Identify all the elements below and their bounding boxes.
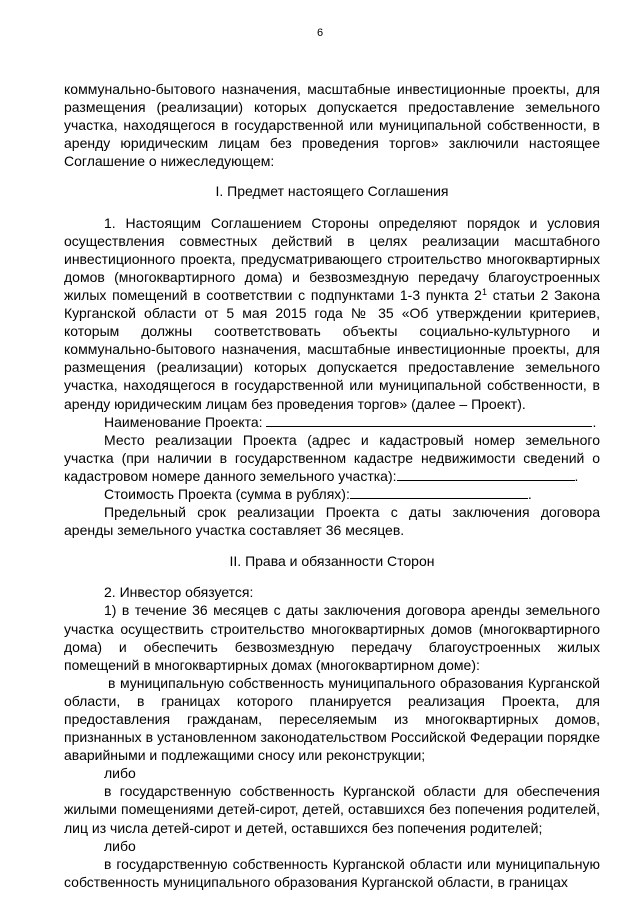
option-municipal-paragraph: в муниципальную собственность муниципального образования Курганской области, в границах которого планируется реализация Проекта, для предоставления гражданам, переселяемым из многоквартирных домов, признанных в установленном законодательством Российской Федерации порядке аварийными и подлежащими сносу или реконструкции; xyxy=(64,674,600,764)
option-orphans-paragraph: в государственную собственность Курганской области для обеспечения жилыми помещениями детей-сирот, детей, оставшихся без попечения родителей, лиц из числа детей-сирот и детей, оставшихся без попечения родителей; xyxy=(64,783,600,836)
project-place-end: . xyxy=(574,467,579,484)
document-body xyxy=(64,80,600,891)
clause-1-text-a: 1. Настоящим Соглашением Стороны определяют порядок и условия осуществления совместных действий в целях реализации масштабного инвестиционного проекта, предусматривающего строительство многоквартирных домов (многоквартирного дома) и безвозмездную передачу благоустроенных жилых помещений в соответствии с подпунктами 1-3 пункта 2 xyxy=(64,214,600,303)
project-name-end: . xyxy=(592,413,597,430)
intro-paragraph: коммунально-бытового назначения, масштабные инвестиционные проекты, для размещения (реализации) которых допускается предоставление земельного участка, находящегося в государственной или муниципальной собственности, в аренду юридическим лицам без проведения торгов» заключили настоящее Соглашение о нижеследующем: xyxy=(64,81,600,170)
project-name-label: Наименование Проекта: xyxy=(104,413,263,430)
project-place-text: Место реализации Проекта (адрес и кадастровый номер земельного участка (при наличии в государственном кадастре недвижимости сведений о кадастровом номере данного земельного участка): xyxy=(64,431,600,484)
section-2-heading: II. Права и обязанности Сторон xyxy=(229,553,435,570)
superscript-mark: 1 xyxy=(481,286,487,297)
clause-1-text-b: статьи 2 Закона Курганской области от 5 мая 2015 года № 35 «Об утверждении критериев, которым должны соответствовать объекты социально-культурного и коммунально-бытового назначения, масштабные инвестиционные проекты, для размещения (реализации) которых допускается предоставление земельного участка, находящегося в государственной или муниципальной собственности, в аренду юридическим лицам без проведения торгов» (далее – Проект). xyxy=(64,286,601,412)
or-separator-2: либо xyxy=(104,837,136,854)
project-name-blank[interactable] xyxy=(266,414,592,427)
project-place-paragraph xyxy=(64,431,600,485)
project-place-blank[interactable] xyxy=(397,468,575,481)
page-number: 6 xyxy=(316,27,324,39)
project-cost-line xyxy=(64,485,600,503)
or-separator-1: либо xyxy=(104,765,136,782)
project-name-line xyxy=(64,413,600,431)
project-cost-blank[interactable] xyxy=(350,486,528,499)
clause-2-paragraph: 2. Инвестор обязуется: xyxy=(104,584,254,601)
option-state-municipal-paragraph: в государственную собственность Курганской области или муниципальную собственность муниципального образования Курганской области, в границах xyxy=(64,855,600,890)
section-1-heading: I. Предмет настоящего Соглашения xyxy=(215,183,449,200)
project-cost-label: Стоимость Проекта (сумма в рублях): xyxy=(104,485,350,502)
clause-1-paragraph xyxy=(64,214,600,413)
project-cost-end: . xyxy=(527,485,532,502)
clause-2-1-paragraph: 1) в течение 36 месяцев с даты заключения договора аренды земельного участка осуществить строительство многоквартирных домов (многоквартирного дома) и обеспечить безвозмездную передачу благоустроенных жилых помещений в многоквартирных домах (многоквартирном доме): xyxy=(64,602,600,673)
project-term-paragraph: Предельный срок реализации Проекта с даты заключения договора аренды земельного участка составляет 36 месяцев. xyxy=(64,504,600,539)
